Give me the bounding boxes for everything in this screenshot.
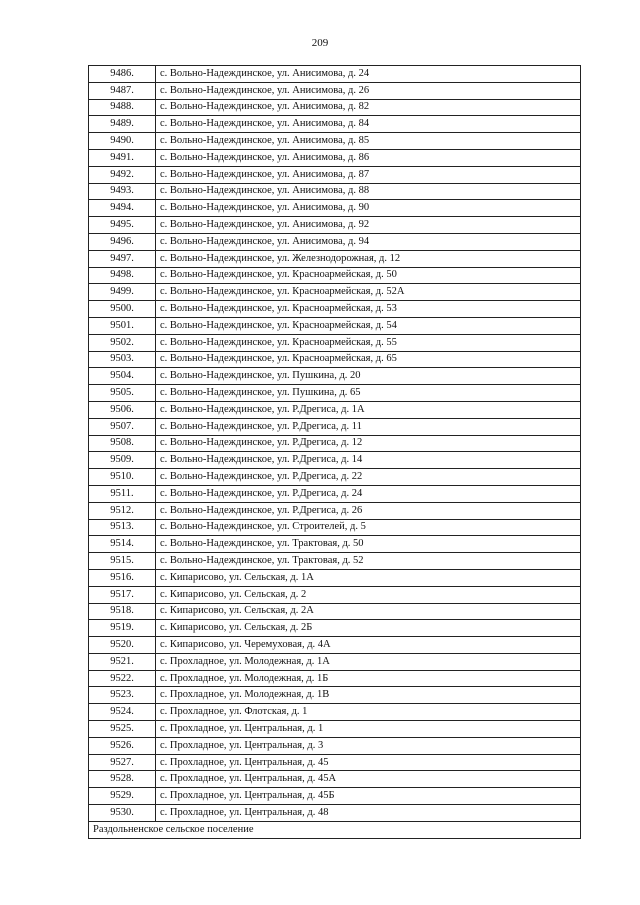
- table-row: [89, 183, 581, 200]
- row-number: 9486.: [89, 66, 156, 83]
- address-cell: с. Вольно-Надеждинское, ул. Красноармейская, д. 54: [156, 317, 581, 334]
- row-number: 9504.: [89, 368, 156, 385]
- row-number: 9495.: [89, 217, 156, 234]
- address-cell: с. Вольно-Надеждинское, ул. Анисимова, д. 88: [156, 183, 581, 200]
- row-number: 9507.: [89, 418, 156, 435]
- row-number: 9529.: [89, 788, 156, 805]
- address-cell: с. Прохладное, ул. Центральная, д. 48: [156, 805, 581, 822]
- address-cell: с. Прохладное, ул. Центральная, д. 45А: [156, 771, 581, 788]
- table-row: [89, 200, 581, 217]
- table-row: [89, 502, 581, 519]
- table-row: [89, 334, 581, 351]
- row-number: 9492.: [89, 166, 156, 183]
- table-row: [89, 569, 581, 586]
- table-row: [89, 805, 581, 822]
- row-number: 9523.: [89, 687, 156, 704]
- row-number: 9520.: [89, 637, 156, 654]
- row-number: 9508.: [89, 435, 156, 452]
- row-number: 9489.: [89, 116, 156, 133]
- table-row: [89, 519, 581, 536]
- address-cell: с. Вольно-Надеждинское, ул. Анисимова, д. 94: [156, 233, 581, 250]
- row-number: 9510.: [89, 469, 156, 486]
- row-number: 9512.: [89, 502, 156, 519]
- row-number: 9499.: [89, 284, 156, 301]
- row-number: 9524.: [89, 704, 156, 721]
- row-number: 9502.: [89, 334, 156, 351]
- row-number: 9518.: [89, 603, 156, 620]
- table-row: [89, 586, 581, 603]
- row-number: 9519.: [89, 620, 156, 637]
- table-row: [89, 553, 581, 570]
- address-cell: с. Вольно-Надеждинское, ул. Красноармейская, д. 55: [156, 334, 581, 351]
- address-cell: с. Вольно-Надеждинское, ул. Р.Дрегиса, д. 14: [156, 452, 581, 469]
- address-table: [88, 65, 581, 839]
- row-number: 9498.: [89, 267, 156, 284]
- section-row: [89, 821, 581, 838]
- address-cell: с. Прохладное, ул. Молодежная, д. 1Б: [156, 670, 581, 687]
- row-number: 9521.: [89, 653, 156, 670]
- table-row: [89, 401, 581, 418]
- table-row: [89, 452, 581, 469]
- address-cell: с. Вольно-Надеждинское, ул. Р.Дрегиса, д. 11: [156, 418, 581, 435]
- table-row: [89, 704, 581, 721]
- row-number: 9500.: [89, 301, 156, 318]
- table-row: [89, 536, 581, 553]
- page-number: 209: [311, 37, 329, 49]
- table-row: [89, 166, 581, 183]
- table-row: [89, 250, 581, 267]
- table-row: [89, 385, 581, 402]
- address-cell: с. Вольно-Надеждинское, ул. Железнодорожная, д. 12: [156, 250, 581, 267]
- section-heading: Раздольненское сельское поселение: [89, 821, 581, 838]
- address-cell: с. Вольно-Надеждинское, ул. Анисимова, д. 84: [156, 116, 581, 133]
- row-number: 9490.: [89, 133, 156, 150]
- table-row: [89, 653, 581, 670]
- address-cell: с. Вольно-Надеждинское, ул. Трактовая, д. 50: [156, 536, 581, 553]
- row-number: 9509.: [89, 452, 156, 469]
- address-cell: с. Вольно-Надеждинское, ул. Р.Дрегиса, д. 26: [156, 502, 581, 519]
- address-cell: с. Вольно-Надеждинское, ул. Р.Дрегиса, д. 22: [156, 469, 581, 486]
- row-number: 9493.: [89, 183, 156, 200]
- row-number: 9491.: [89, 149, 156, 166]
- row-number: 9522.: [89, 670, 156, 687]
- address-cell: с. Прохладное, ул. Центральная, д. 1: [156, 721, 581, 738]
- address-cell: с. Вольно-Надеждинское, ул. Трактовая, д. 52: [156, 553, 581, 570]
- table-row: [89, 603, 581, 620]
- address-cell: с. Вольно-Надеждинское, ул. Анисимова, д. 24: [156, 66, 581, 83]
- address-cell: с. Прохладное, ул. Молодежная, д. 1А: [156, 653, 581, 670]
- address-cell: с. Вольно-Надеждинское, ул. Р.Дрегиса, д. 12: [156, 435, 581, 452]
- row-number: 9526.: [89, 737, 156, 754]
- row-number: 9488.: [89, 99, 156, 116]
- table-row: [89, 788, 581, 805]
- row-number: 9525.: [89, 721, 156, 738]
- table-row: [89, 116, 581, 133]
- row-number: 9505.: [89, 385, 156, 402]
- address-table-body: [89, 66, 581, 839]
- row-number: 9516.: [89, 569, 156, 586]
- row-number: 9514.: [89, 536, 156, 553]
- address-cell: с. Вольно-Надеждинское, ул. Анисимова, д. 92: [156, 217, 581, 234]
- table-row: [89, 485, 581, 502]
- address-cell: с. Прохладное, ул. Молодежная, д. 1В: [156, 687, 581, 704]
- address-cell: с. Вольно-Надеждинское, ул. Красноармейская, д. 53: [156, 301, 581, 318]
- address-cell: с. Прохладное, ул. Флотская, д. 1: [156, 704, 581, 721]
- address-cell: с. Вольно-Надеждинское, ул. Р.Дрегиса, д. 24: [156, 485, 581, 502]
- address-cell: с. Вольно-Надеждинское, ул. Строителей, д. 5: [156, 519, 581, 536]
- address-cell: с. Вольно-Надеждинское, ул. Анисимова, д. 90: [156, 200, 581, 217]
- row-number: 9494.: [89, 200, 156, 217]
- row-number: 9527.: [89, 754, 156, 771]
- address-cell: с. Кипарисово, ул. Сельская, д. 2: [156, 586, 581, 603]
- table-row: [89, 737, 581, 754]
- table-row: [89, 469, 581, 486]
- table-row: [89, 368, 581, 385]
- table-row: [89, 670, 581, 687]
- table-row: [89, 133, 581, 150]
- table-row: [89, 317, 581, 334]
- table-row: [89, 418, 581, 435]
- table-row: [89, 284, 581, 301]
- row-number: 9528.: [89, 771, 156, 788]
- table-row: [89, 267, 581, 284]
- table-row: [89, 754, 581, 771]
- table-row: [89, 637, 581, 654]
- table-row: [89, 233, 581, 250]
- table-row: [89, 301, 581, 318]
- address-cell: с. Вольно-Надеждинское, ул. Пушкина, д. 65: [156, 385, 581, 402]
- row-number: 9506.: [89, 401, 156, 418]
- row-number: 9511.: [89, 485, 156, 502]
- row-number: 9530.: [89, 805, 156, 822]
- address-cell: с. Прохладное, ул. Центральная, д. 3: [156, 737, 581, 754]
- address-cell: с. Вольно-Надеждинское, ул. Анисимова, д. 82: [156, 99, 581, 116]
- row-number: 9501.: [89, 317, 156, 334]
- table-row: [89, 620, 581, 637]
- address-cell: с. Кипарисово, ул. Сельская, д. 2А: [156, 603, 581, 620]
- address-cell: с. Прохладное, ул. Центральная, д. 45: [156, 754, 581, 771]
- table-row: [89, 351, 581, 368]
- address-cell: с. Вольно-Надеждинское, ул. Анисимова, д. 26: [156, 82, 581, 99]
- row-number: 9496.: [89, 233, 156, 250]
- address-cell: с. Вольно-Надеждинское, ул. Анисимова, д. 87: [156, 166, 581, 183]
- table-row: [89, 217, 581, 234]
- address-cell: с. Кипарисово, ул. Сельская, д. 2Б: [156, 620, 581, 637]
- row-number: 9517.: [89, 586, 156, 603]
- address-cell: с. Прохладное, ул. Центральная, д. 45Б: [156, 788, 581, 805]
- row-number: 9497.: [89, 250, 156, 267]
- table-row: [89, 435, 581, 452]
- table-row: [89, 66, 581, 83]
- address-cell: с. Вольно-Надеждинское, ул. Красноармейская, д. 65: [156, 351, 581, 368]
- address-cell: с. Вольно-Надеждинское, ул. Анисимова, д. 85: [156, 133, 581, 150]
- address-cell: с. Кипарисово, ул. Сельская, д. 1А: [156, 569, 581, 586]
- address-cell: с. Кипарисово, ул. Черемуховая, д. 4А: [156, 637, 581, 654]
- row-number: 9487.: [89, 82, 156, 99]
- table-row: [89, 687, 581, 704]
- address-cell: с. Вольно-Надеждинское, ул. Пушкина, д. 20: [156, 368, 581, 385]
- table-row: [89, 82, 581, 99]
- address-cell: с. Вольно-Надеждинское, ул. Красноармейская, д. 50: [156, 267, 581, 284]
- address-cell: с. Вольно-Надеждинское, ул. Р.Дрегиса, д. 1А: [156, 401, 581, 418]
- table-row: [89, 721, 581, 738]
- address-cell: с. Вольно-Надеждинское, ул. Красноармейская, д. 52А: [156, 284, 581, 301]
- table-row: [89, 771, 581, 788]
- row-number: 9515.: [89, 553, 156, 570]
- address-cell: с. Вольно-Надеждинское, ул. Анисимова, д. 86: [156, 149, 581, 166]
- table-row: [89, 149, 581, 166]
- table-row: [89, 99, 581, 116]
- row-number: 9513.: [89, 519, 156, 536]
- row-number: 9503.: [89, 351, 156, 368]
